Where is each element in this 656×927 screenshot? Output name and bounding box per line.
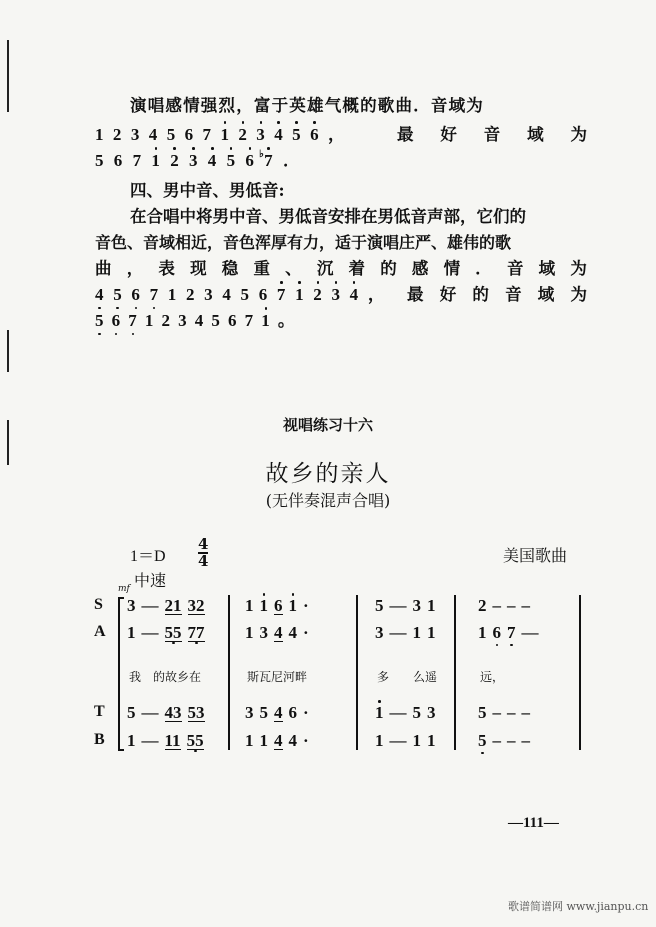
- note: 4: [288, 623, 297, 642]
- word: 好: [440, 125, 457, 144]
- note: 43: [164, 703, 182, 722]
- note: –: [521, 703, 530, 722]
- note: 7 ♭: [264, 150, 273, 172]
- note: 7: [276, 285, 286, 304]
- note: –: [492, 703, 501, 722]
- note: 1: [412, 623, 421, 642]
- note: 3: [375, 623, 384, 642]
- lyric: 多 么遥: [377, 670, 438, 684]
- paragraph-line: 演唱感情强烈，富于英雄气概的歌曲．音域为: [130, 96, 484, 115]
- note: 1: [151, 151, 160, 170]
- note: 7: [149, 285, 159, 304]
- note: 1: [261, 311, 270, 330]
- note: —: [141, 703, 159, 722]
- song-subtitle: (无伴奏混声合唱): [265, 491, 391, 510]
- note: 1: [427, 596, 436, 615]
- note: –: [521, 731, 530, 750]
- note: 5: [478, 703, 487, 722]
- barline: [579, 595, 581, 750]
- note: 5: [375, 596, 384, 615]
- dynamic-marking: mf: [118, 584, 130, 594]
- section-heading: 四、男中音、男低音:: [130, 181, 285, 200]
- measure: [478, 731, 536, 751]
- note: 5: [95, 151, 104, 170]
- note: 6: [111, 311, 121, 330]
- note: 5: [113, 285, 122, 304]
- note: 6: [310, 125, 319, 144]
- note: 6: [131, 285, 140, 304]
- measure: [375, 623, 442, 643]
- note: 4: [274, 623, 283, 642]
- note: 1: [144, 311, 154, 330]
- note: 1: [427, 623, 436, 642]
- note: 2: [185, 285, 195, 304]
- note: 6: [245, 151, 254, 170]
- note: 5: [166, 125, 176, 144]
- note: ·: [303, 731, 309, 750]
- note: 1: [127, 731, 136, 750]
- note: 5: [226, 151, 236, 170]
- barline: [356, 595, 358, 750]
- measure: [375, 703, 442, 723]
- note: 3: [127, 596, 136, 615]
- word: 表: [158, 259, 175, 278]
- note: 4: [194, 311, 204, 330]
- note: 2: [478, 596, 487, 615]
- paragraph-line: [95, 284, 587, 306]
- note: 1: [375, 731, 384, 750]
- time-bottom: 4: [198, 552, 209, 570]
- word: 好: [439, 285, 457, 304]
- word: 稳: [221, 259, 239, 278]
- note: 6: [258, 285, 268, 304]
- note: 1: [127, 623, 136, 642]
- note: –: [521, 596, 530, 615]
- note: ，: [327, 125, 345, 144]
- note: —: [389, 731, 407, 750]
- word: 音: [506, 259, 524, 278]
- word: 情: [443, 259, 461, 278]
- word: 最: [407, 285, 424, 304]
- note: 4: [207, 151, 217, 170]
- note: –: [507, 703, 516, 722]
- note: 3: [256, 125, 265, 144]
- page-number: —111—: [508, 815, 559, 831]
- word: 为: [570, 125, 587, 144]
- note: 6: [288, 703, 297, 722]
- note: 55: [164, 623, 182, 642]
- note: 3: [245, 703, 254, 722]
- note: 3: [331, 285, 340, 304]
- lyric: 斯瓦尼河畔: [247, 670, 308, 684]
- word: 、: [285, 259, 302, 278]
- word: 域: [537, 285, 555, 304]
- note: 4: [95, 285, 104, 304]
- note: ．: [282, 151, 300, 170]
- note: 7: [244, 311, 254, 330]
- measure: [245, 703, 315, 723]
- note: ·: [303, 703, 309, 722]
- note: 4: [274, 125, 283, 144]
- note: 4: [274, 731, 283, 750]
- note: 5: [95, 311, 104, 330]
- paragraph-line: 音色、音域相近，音色浑厚有力，适于演唱庄严、雄伟的歌: [95, 233, 512, 252]
- note: 3: [427, 703, 436, 722]
- note: 4: [222, 285, 231, 304]
- measure: [478, 596, 536, 616]
- word: 重: [253, 259, 270, 278]
- note: 4: [349, 285, 359, 304]
- note: 1: [375, 703, 384, 722]
- note: 3: [178, 311, 187, 330]
- note: 3: [130, 125, 140, 144]
- time-top: 4: [198, 535, 209, 553]
- note: 3: [204, 285, 213, 304]
- note: 2: [112, 125, 122, 144]
- voice-label: B: [94, 731, 105, 748]
- note: 1: [295, 285, 304, 304]
- word: 最: [397, 125, 414, 144]
- word: ，: [126, 259, 144, 278]
- measure: [245, 623, 315, 643]
- note: –: [507, 731, 516, 750]
- note: —: [141, 596, 159, 615]
- note: ，: [367, 285, 385, 304]
- note: 7: [202, 125, 212, 144]
- time-signature: [198, 537, 208, 569]
- note: 6: [228, 311, 237, 330]
- barline: [454, 595, 456, 750]
- word: 音: [483, 125, 501, 144]
- voice-label: T: [94, 703, 105, 720]
- word: ．: [475, 259, 492, 278]
- tempo-marking: 中速: [134, 571, 167, 590]
- flat-sign: ♭: [259, 149, 264, 160]
- word: 域: [538, 259, 556, 278]
- note: 6: [492, 623, 501, 642]
- barline: [228, 595, 230, 750]
- note: 5: [478, 731, 487, 750]
- note: 21: [164, 596, 182, 615]
- system-bracket: [118, 597, 124, 751]
- note: 2: [161, 311, 170, 330]
- note: —: [389, 623, 407, 642]
- note: 6: [274, 596, 283, 615]
- song-title: 故乡的亲人: [265, 461, 391, 487]
- note: 6: [184, 125, 194, 144]
- note: 5: [292, 125, 301, 144]
- paragraph-line: [95, 124, 587, 146]
- note: 7: [128, 311, 137, 330]
- note: 1: [412, 731, 421, 750]
- note: 2: [313, 285, 322, 304]
- word: 为: [570, 285, 587, 304]
- word: 的: [380, 259, 397, 278]
- note: —: [141, 623, 159, 642]
- note: 4: [274, 703, 283, 722]
- note: 3: [259, 623, 268, 642]
- word: 域: [527, 125, 544, 144]
- note: –: [492, 596, 501, 615]
- note: 1: [259, 596, 268, 615]
- note: 11: [164, 731, 181, 750]
- measure: [127, 703, 211, 723]
- note: 1: [167, 285, 177, 304]
- note: 53: [187, 703, 205, 722]
- note: 。: [277, 311, 295, 330]
- note: —: [389, 596, 407, 615]
- measure: [127, 623, 211, 643]
- exercise-heading: 视唱练习十六: [282, 416, 373, 434]
- watermark: 歌谱简谱网 www.jianpu.cn: [508, 900, 649, 913]
- note: 1: [245, 596, 254, 615]
- measure: [245, 731, 315, 751]
- paragraph-line: [95, 310, 587, 332]
- scan-mark: [7, 330, 9, 372]
- note: 5: [259, 703, 268, 722]
- note: 1: [478, 623, 487, 642]
- note: 32: [187, 596, 205, 615]
- song-origin: 美国歌曲: [503, 546, 568, 565]
- measure: [127, 731, 210, 751]
- note: 7: [507, 623, 516, 642]
- note: 1: [220, 125, 229, 144]
- note: 6: [113, 151, 123, 170]
- note: 3: [188, 151, 198, 170]
- voice-label: S: [94, 596, 103, 613]
- note: 2: [170, 151, 179, 170]
- lyric: 远，: [480, 670, 505, 684]
- note: –: [492, 731, 501, 750]
- measure: [375, 731, 442, 751]
- scan-mark: [7, 40, 9, 112]
- paragraph-line: [95, 258, 587, 280]
- note: 5: [127, 703, 136, 722]
- note: 1: [259, 731, 268, 750]
- note: 5: [412, 703, 421, 722]
- word: 现: [190, 259, 207, 278]
- paragraph-line: [95, 150, 587, 172]
- note: 1: [427, 731, 436, 750]
- note: 5: [240, 285, 249, 304]
- note: ·: [303, 623, 309, 642]
- note: 1: [95, 125, 104, 144]
- note: 55: [186, 731, 204, 750]
- note: 77: [187, 623, 205, 642]
- word: 着: [348, 259, 365, 278]
- measure: [478, 703, 536, 723]
- note: 3: [412, 596, 421, 615]
- paragraph-line: 在合唱中将男中音、男低音安排在男低音声部，它们的: [130, 207, 526, 226]
- word: 的: [472, 285, 489, 304]
- note: —: [141, 731, 159, 750]
- key-signature: 1＝D: [130, 548, 166, 565]
- note: –: [507, 596, 516, 615]
- note: 2: [238, 125, 247, 144]
- word: 沉: [316, 259, 334, 278]
- measure: [245, 596, 315, 616]
- note: —: [389, 703, 407, 722]
- word: 曲: [95, 259, 112, 278]
- note: 1: [288, 596, 297, 615]
- measure: [375, 596, 442, 616]
- measure: [478, 623, 545, 643]
- note: 4: [288, 731, 297, 750]
- note: 7: [132, 151, 142, 170]
- word: 音: [505, 285, 522, 304]
- word: 为: [570, 259, 587, 278]
- lyric: 我 的故乡在: [129, 670, 202, 684]
- note: 4: [148, 125, 158, 144]
- note: 1: [245, 623, 254, 642]
- note: 1: [245, 731, 254, 750]
- note: —: [521, 623, 539, 642]
- word: 感: [411, 259, 429, 278]
- note: ·: [303, 596, 309, 615]
- note: 5: [211, 311, 220, 330]
- measure: [127, 596, 211, 616]
- voice-label: A: [94, 623, 106, 640]
